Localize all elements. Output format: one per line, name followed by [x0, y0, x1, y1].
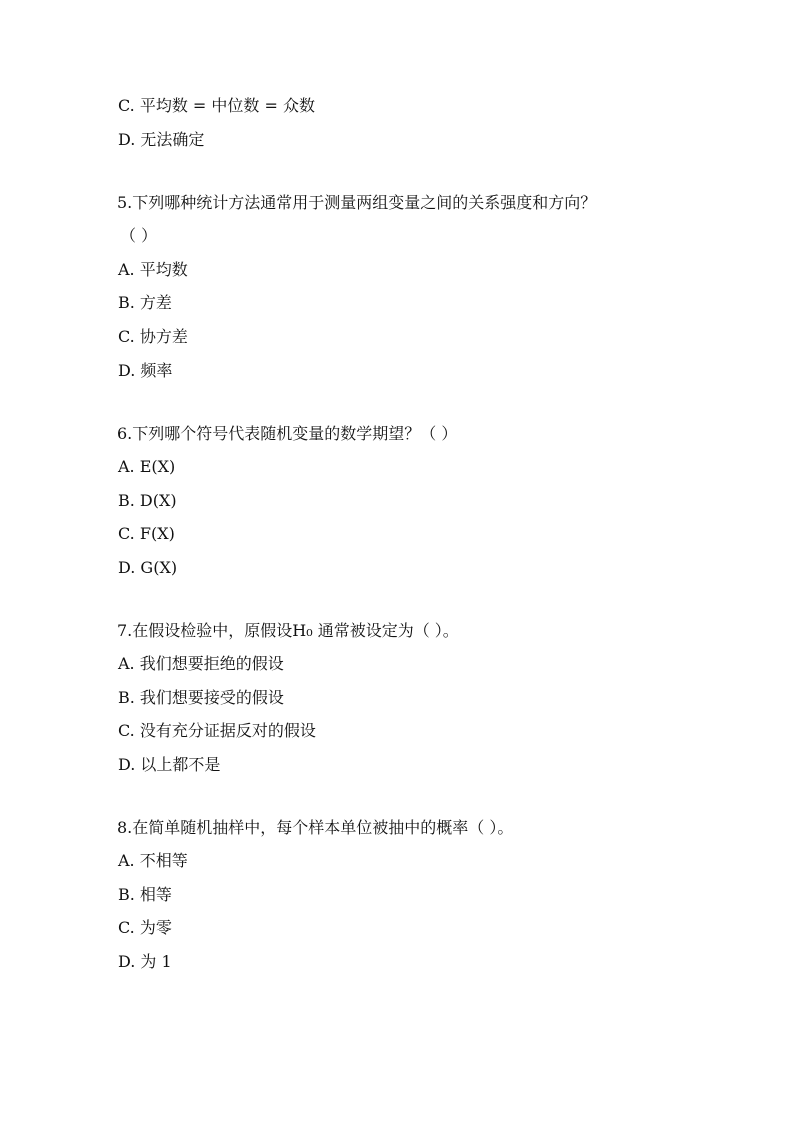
question-5-option-c: C. 协方差: [118, 327, 188, 346]
question-6-option-b: B. D(X): [118, 491, 177, 510]
question-8-option-a: A. 不相等: [118, 851, 188, 870]
question-7-option-d: D. 以上都不是: [118, 755, 221, 774]
question-6-text: 6.下列哪个符号代表随机变量的数学期望？（ ）: [117, 424, 458, 443]
option-d: D. 无法确定: [118, 130, 205, 149]
question-7-option-b: B. 我们想要接受的假设: [118, 688, 284, 707]
question-7-option-a: A. 我们想要拒绝的假设: [118, 654, 284, 673]
question-7-option-c: C. 没有充分证据反对的假设: [118, 721, 316, 740]
question-5-blank: （ ）: [120, 226, 158, 245]
question-8-option-c: C. 为零: [118, 918, 172, 937]
question-5-option-d: D. 频率: [118, 361, 173, 380]
question-6-option-c: C. F(X): [118, 524, 175, 543]
option-c: C. 平均数 = 中位数 = 众数: [118, 96, 316, 115]
question-8-option-d: D. 为 1: [118, 952, 172, 971]
question-6-option-a: A. E(X): [118, 457, 176, 476]
question-8-text: 8.在简单随机抽样中，每个样本单位被抽中的概率（ ）。: [117, 818, 514, 837]
question-8-option-b: B. 相等: [118, 885, 172, 904]
question-5-text: 5.下列哪种统计方法通常用于测量两组变量之间的关系强度和方向？: [117, 193, 597, 212]
question-7-text: 7.在假设检验中，原假设H₀ 通常被设定为（ ）。: [117, 621, 459, 640]
question-5-option-b: B. 方差: [118, 293, 172, 312]
question-5-option-a: A. 平均数: [118, 260, 188, 279]
question-6-option-d: D. G(X): [118, 558, 178, 577]
